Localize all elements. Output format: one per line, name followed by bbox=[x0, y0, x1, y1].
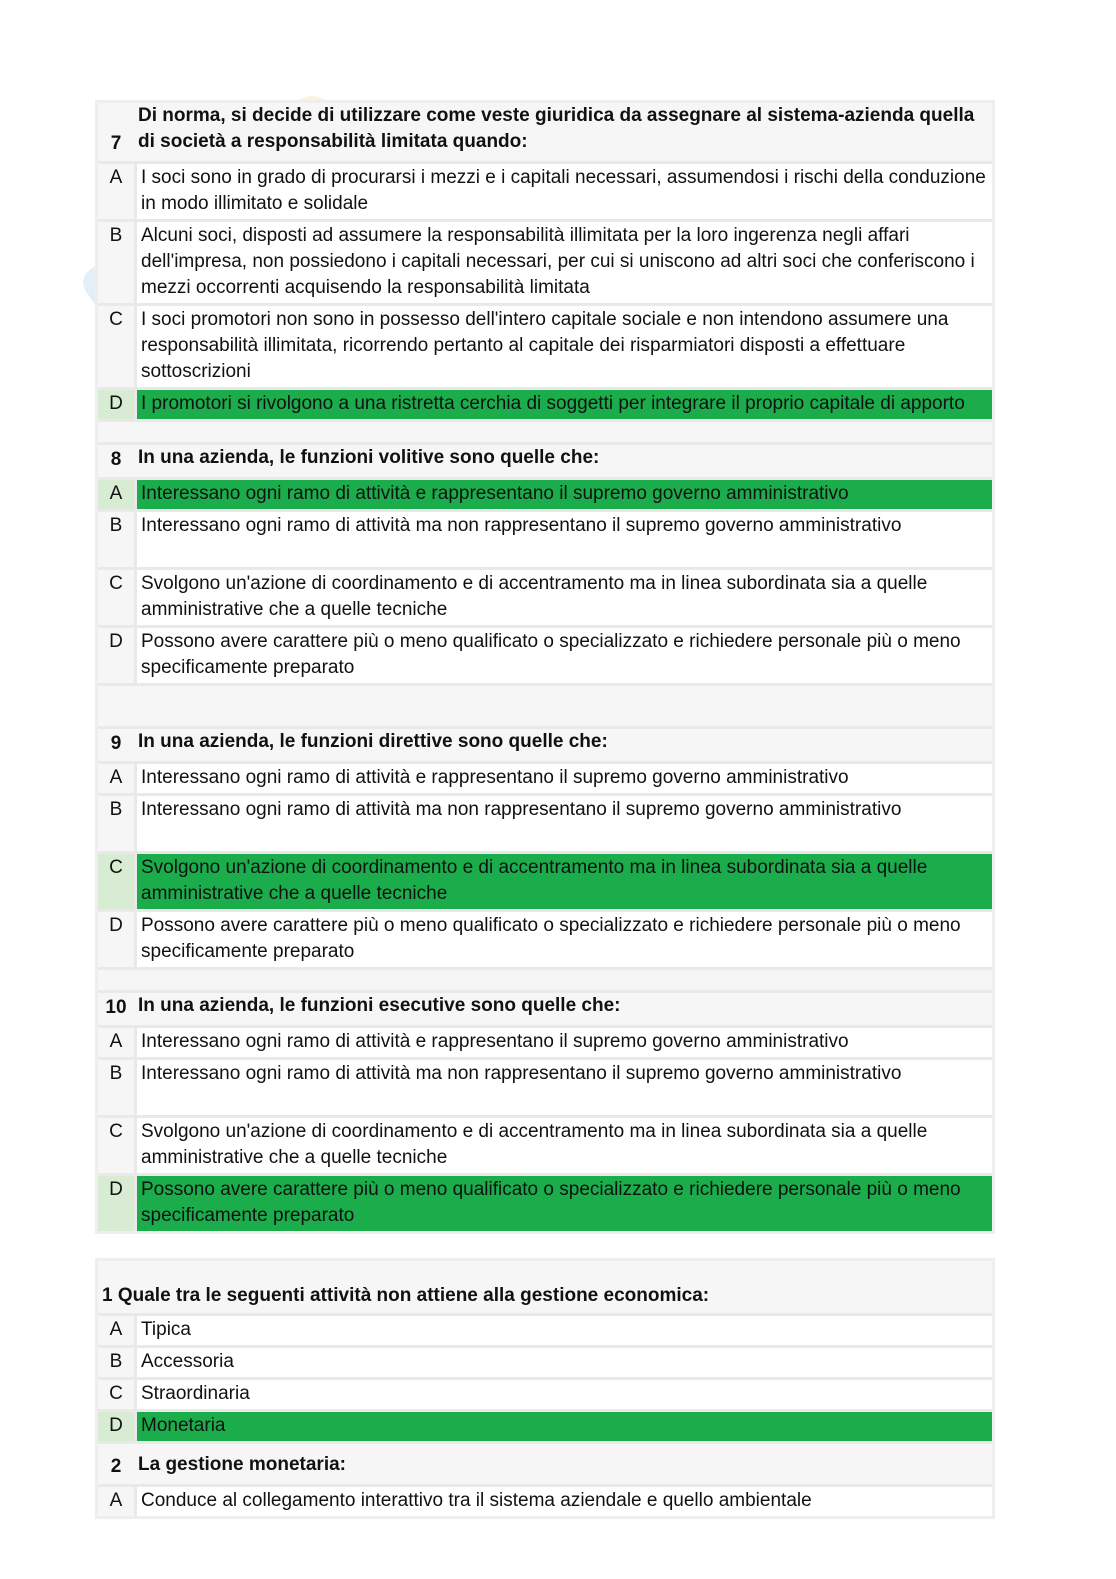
answer-letter: A bbox=[98, 1487, 137, 1516]
answer-text: Interessano ogni ramo di attività ma non rappresentano il supremo governo amministrativo bbox=[137, 796, 992, 851]
answer-row-correct[interactable] bbox=[98, 1412, 992, 1444]
answer-letter: B bbox=[98, 222, 137, 303]
question-10-header bbox=[98, 993, 992, 1028]
quiz-page bbox=[95, 100, 995, 1543]
question-7-block bbox=[95, 100, 995, 1234]
answer-text: Possono avere carattere più o meno qualificato o specializzato e richiedere personale più o meno specificamente preparato bbox=[137, 912, 992, 967]
answer-row[interactable] bbox=[98, 164, 992, 222]
answer-letter: D bbox=[98, 912, 137, 967]
answer-text: Interessano ogni ramo di attività ma non rappresentano il supremo governo amministrativo bbox=[137, 1060, 992, 1115]
answer-text: Straordinaria bbox=[137, 1380, 992, 1409]
answer-row[interactable] bbox=[98, 570, 992, 628]
answer-text: Interessano ogni ramo di attività e rappresentano il supremo governo amministrativo bbox=[137, 764, 992, 793]
question-number: 7 bbox=[110, 133, 122, 154]
answer-letter: B bbox=[98, 1060, 137, 1115]
answer-letter: C bbox=[98, 1118, 137, 1173]
answer-text: Possono avere carattere più o meno qualificato o specializzato e richiedere personale più o meno specificamente preparato bbox=[137, 1176, 992, 1231]
answer-letter: A bbox=[98, 1028, 137, 1057]
question-number: 2 bbox=[110, 1456, 122, 1477]
answer-row-correct[interactable] bbox=[98, 390, 992, 422]
answer-text: Svolgono un'azione di coordinamento e di accentramento ma in linea subordinata sia a quelle amministrative che a quelle tecniche bbox=[137, 854, 992, 909]
spacer bbox=[98, 686, 992, 729]
answer-row[interactable] bbox=[98, 306, 992, 390]
answer-letter: B bbox=[98, 512, 137, 567]
answer-text: I soci sono in grado di procurarsi i mezzi e i capitali necessari, assumendosi i rischi della conduzione in modo illimitato e solidale bbox=[137, 164, 992, 219]
answer-text: Tipica bbox=[137, 1316, 992, 1345]
answer-text: Svolgono un'azione di coordinamento e di accentramento ma in linea subordinata sia a quelle amministrative che a quelle tecniche bbox=[137, 1118, 992, 1173]
answer-text: I soci promotori non sono in possesso dell'intero capitale sociale e non intendono assumere una responsabilità illimitata, ricorrendo pertanto al capitale dei risparmiatori disposti a effettuare sottoscrizioni bbox=[137, 306, 992, 387]
answer-letter: C bbox=[98, 570, 137, 625]
question-8-header bbox=[98, 445, 992, 480]
spacer bbox=[98, 970, 992, 993]
question-text: In una azienda, le funzioni direttive sono quelle che: bbox=[138, 731, 608, 752]
question-9-header bbox=[98, 729, 992, 764]
answer-row[interactable] bbox=[98, 1118, 992, 1176]
answer-row[interactable] bbox=[98, 1487, 992, 1516]
answer-row-correct[interactable] bbox=[98, 854, 992, 912]
answer-row[interactable] bbox=[98, 1348, 992, 1380]
answer-letter: A bbox=[98, 764, 137, 793]
answer-text: Interessano ogni ramo di attività e rappresentano il supremo governo amministrativo bbox=[137, 1028, 992, 1057]
answer-letter: D bbox=[98, 1412, 137, 1441]
answer-text: Interessano ogni ramo di attività e rappresentano il supremo governo amministrativo bbox=[137, 480, 992, 509]
question-text: In una azienda, le funzioni volitive sono quelle che: bbox=[138, 447, 600, 468]
answer-text: Monetaria bbox=[137, 1412, 992, 1441]
answer-row[interactable] bbox=[98, 1313, 992, 1348]
answer-row[interactable] bbox=[98, 1028, 992, 1060]
question-number: 10 bbox=[105, 997, 127, 1018]
section-gestione-block bbox=[95, 1258, 995, 1519]
answer-letter: D bbox=[98, 1176, 137, 1231]
question-number: 9 bbox=[110, 733, 122, 754]
answer-row[interactable] bbox=[98, 1060, 992, 1118]
answer-letter: C bbox=[98, 1380, 137, 1409]
answer-text: Svolgono un'azione di coordinamento e di accentramento ma in linea subordinata sia a quelle amministrative che a quelle tecniche bbox=[137, 570, 992, 625]
spacer bbox=[98, 422, 992, 445]
answer-letter: A bbox=[98, 1316, 137, 1345]
answer-row[interactable] bbox=[98, 1380, 992, 1412]
answer-letter: D bbox=[98, 390, 137, 419]
answer-letter: D bbox=[98, 628, 137, 683]
answer-row[interactable] bbox=[98, 764, 992, 796]
answer-row[interactable] bbox=[98, 912, 992, 970]
answer-row[interactable] bbox=[98, 796, 992, 854]
answer-letter: C bbox=[98, 854, 137, 909]
question-2-header bbox=[98, 1444, 992, 1487]
answer-row[interactable] bbox=[98, 628, 992, 686]
answer-text: I promotori si rivolgono a una ristretta cerchia di soggetti per integrare il proprio capitale di apporto bbox=[137, 390, 992, 419]
answer-letter: C bbox=[98, 306, 137, 387]
answer-text: Possono avere carattere più o meno qualificato o specializzato e richiedere personale più o meno specificamente preparato bbox=[137, 628, 992, 683]
answer-row-correct[interactable] bbox=[98, 480, 992, 512]
question-text: 1 Quale tra le seguenti attività non attiene alla gestione economica: bbox=[102, 1285, 710, 1306]
answer-row[interactable] bbox=[98, 512, 992, 570]
answer-row-correct[interactable] bbox=[98, 1176, 992, 1231]
answer-text: Alcuni soci, disposti ad assumere la responsabilità illimitata per la loro ingerenza negli affari dell'impresa, non possiedono i capitali necessari, per cui si uniscono ad altri soci che conferiscono i mezzi occorrenti acquisendo la responsabilità limitata bbox=[137, 222, 992, 303]
question-text: La gestione monetaria: bbox=[138, 1454, 346, 1475]
answer-letter: B bbox=[98, 796, 137, 851]
question-text: Di norma, si decide di utilizzare come veste giuridica da assegnare al sistema-azienda quella di società a responsabilità limitata quando: bbox=[138, 105, 975, 152]
question-text: In una azienda, le funzioni esecutive sono quelle che: bbox=[138, 995, 621, 1016]
answer-text: Accessoria bbox=[137, 1348, 992, 1377]
answer-row[interactable] bbox=[98, 222, 992, 306]
answer-letter: B bbox=[98, 1348, 137, 1377]
question-7-header bbox=[98, 103, 992, 164]
answer-letter: A bbox=[98, 480, 137, 509]
answer-letter: A bbox=[98, 164, 137, 219]
answer-text: Conduce al collegamento interattivo tra il sistema aziendale e quello ambientale bbox=[137, 1487, 992, 1516]
answer-text: Interessano ogni ramo di attività ma non rappresentano il supremo governo amministrativo bbox=[137, 512, 992, 567]
question-number: 8 bbox=[110, 449, 122, 470]
